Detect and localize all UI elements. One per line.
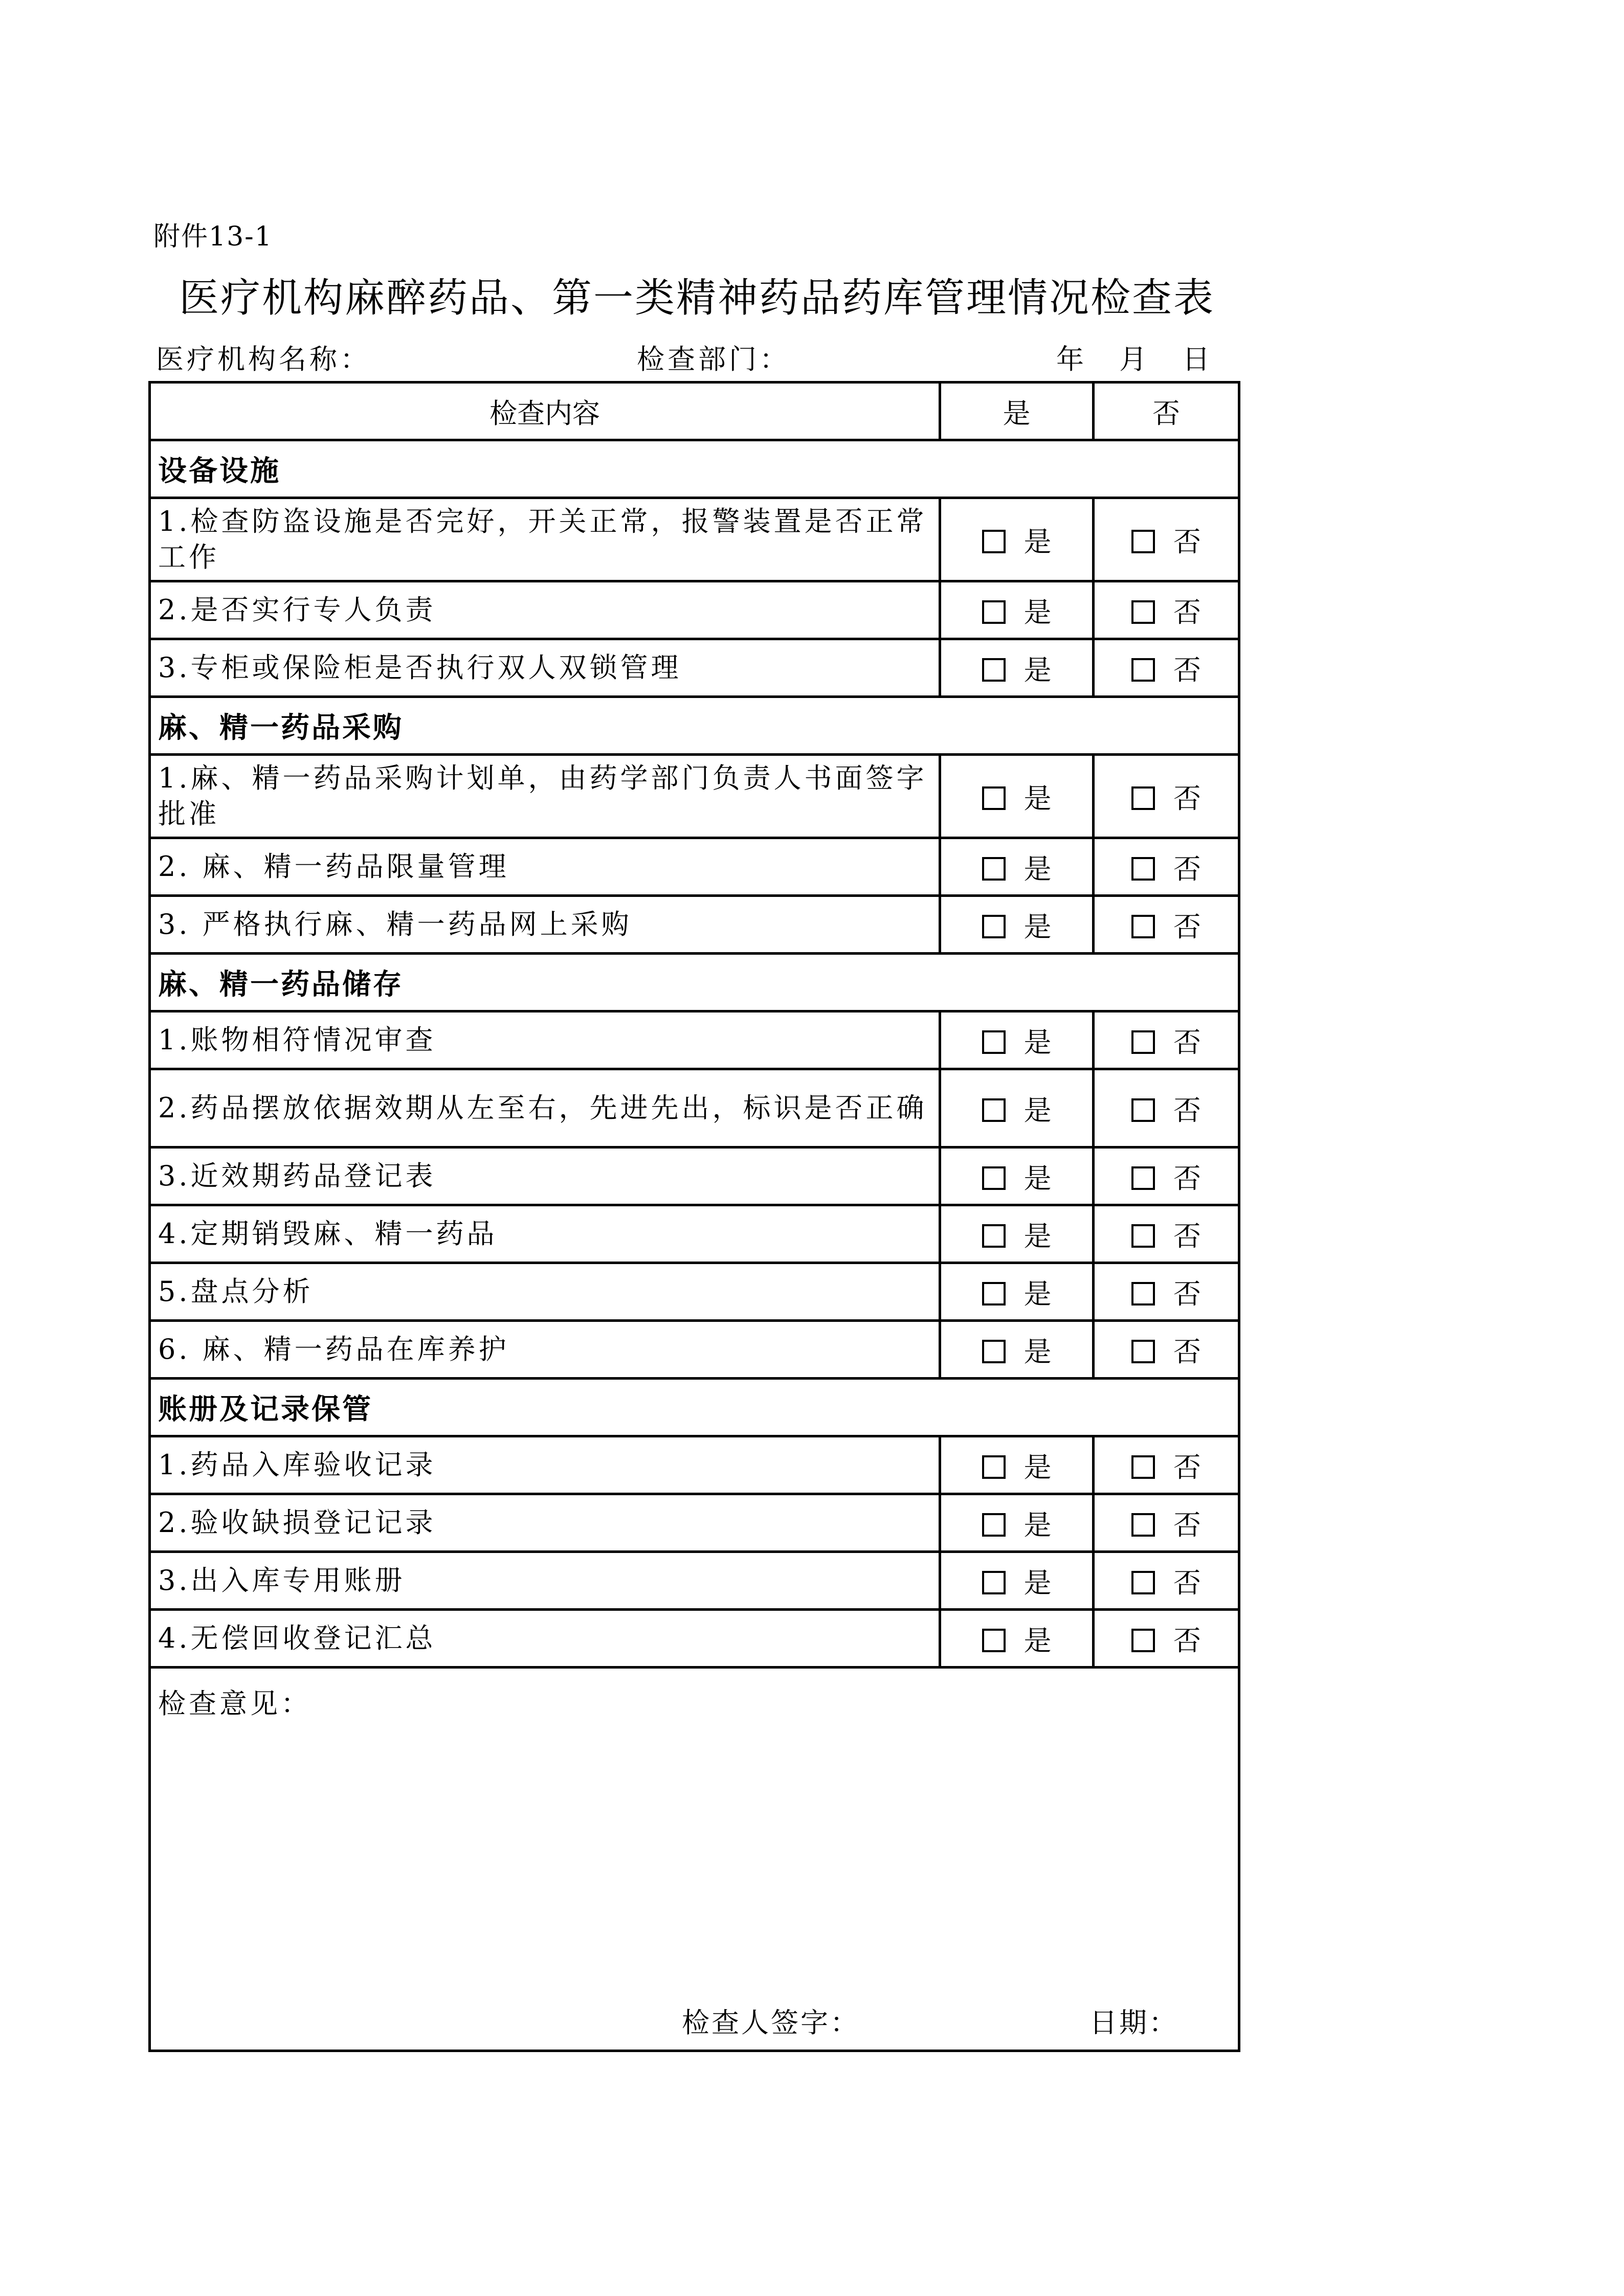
section-row — [150, 954, 1239, 1011]
no-option[interactable] — [1094, 581, 1239, 639]
checkbox-yes[interactable] — [982, 915, 1006, 938]
no-option[interactable] — [1094, 896, 1239, 954]
checkbox-yes[interactable] — [982, 600, 1006, 624]
section-row — [150, 440, 1239, 498]
checkbox-no[interactable] — [1131, 1166, 1155, 1190]
no-text: 否 — [1173, 596, 1201, 628]
checkbox-no[interactable] — [1131, 600, 1155, 624]
checkbox-no[interactable] — [1131, 530, 1155, 553]
section-title: 麻、精一药品储存 — [150, 954, 1239, 1011]
signature-label: 检查人签字： — [682, 2007, 860, 2039]
table-row — [150, 1552, 1239, 1610]
no-text: 否 — [1173, 525, 1201, 558]
checkbox-no[interactable] — [1131, 1571, 1155, 1594]
item-label: 2.验收缺损登记记录 — [150, 1494, 940, 1552]
item-label: 2. 麻、精一药品限量管理 — [150, 838, 940, 896]
yes-option[interactable] — [940, 639, 1094, 697]
header-yes: 是 — [940, 382, 1094, 440]
table-row — [150, 755, 1239, 838]
yes-text: 是 — [1024, 910, 1052, 943]
yes-text: 是 — [1024, 852, 1052, 885]
yes-option[interactable] — [940, 1069, 1094, 1147]
checkbox-no[interactable] — [1131, 1629, 1155, 1652]
yes-text: 是 — [1024, 782, 1052, 815]
item-label: 1.账物相符情况审查 — [150, 1011, 940, 1069]
checkbox-yes[interactable] — [982, 786, 1006, 810]
yes-option[interactable] — [940, 1147, 1094, 1205]
checkbox-yes[interactable] — [982, 1224, 1006, 1248]
table-row — [150, 639, 1239, 697]
no-text: 否 — [1173, 1566, 1201, 1599]
checkbox-no[interactable] — [1131, 857, 1155, 881]
item-label: 6. 麻、精一药品在库养护 — [150, 1321, 940, 1379]
no-text: 否 — [1173, 782, 1201, 815]
yes-option[interactable] — [940, 1552, 1094, 1610]
table-row — [150, 1205, 1239, 1263]
checkbox-no[interactable] — [1131, 1098, 1155, 1122]
section-row — [150, 697, 1239, 755]
table-row — [150, 1610, 1239, 1668]
checkbox-yes[interactable] — [982, 1571, 1006, 1594]
no-option[interactable] — [1094, 1494, 1239, 1552]
yes-text: 是 — [1024, 1277, 1052, 1310]
checkbox-no[interactable] — [1131, 1513, 1155, 1537]
yes-option[interactable] — [940, 755, 1094, 838]
section-row — [150, 1379, 1239, 1436]
checkbox-yes[interactable] — [982, 1629, 1006, 1652]
item-label: 1.检查防盗设施是否完好，开关正常，报警装置是否正常工作 — [150, 498, 940, 581]
no-option[interactable] — [1094, 1321, 1239, 1379]
item-label: 3.近效期药品登记表 — [150, 1147, 940, 1205]
yes-option[interactable] — [940, 896, 1094, 954]
header-no: 否 — [1094, 382, 1239, 440]
checkbox-yes[interactable] — [982, 1455, 1006, 1479]
yes-text: 是 — [1024, 654, 1052, 686]
yes-option[interactable] — [940, 1205, 1094, 1263]
table-row — [150, 1263, 1239, 1321]
checkbox-no[interactable] — [1131, 1455, 1155, 1479]
yes-text: 是 — [1024, 1624, 1052, 1657]
no-option[interactable] — [1094, 1552, 1239, 1610]
remarks-row — [150, 1668, 1239, 2051]
checkbox-no[interactable] — [1131, 786, 1155, 810]
sign-date-label: 日期： — [1089, 2007, 1178, 2039]
remarks-label: 检查意见： — [158, 1687, 312, 1720]
no-text: 否 — [1173, 1026, 1201, 1059]
item-label: 4.无偿回收登记汇总 — [150, 1610, 940, 1668]
yes-option[interactable] — [940, 1610, 1094, 1668]
date-label: 年 月 日 — [1056, 343, 1213, 375]
no-text: 否 — [1173, 910, 1201, 943]
document-title: 医疗机构麻醉药品、第一类精神药品药库管理情况检查表 — [179, 275, 1215, 321]
yes-option[interactable] — [940, 1263, 1094, 1321]
table-row — [150, 838, 1239, 896]
table-row — [150, 1147, 1239, 1205]
checkbox-yes[interactable] — [982, 1513, 1006, 1537]
annex-label: 附件13-1 — [153, 221, 273, 252]
yes-text: 是 — [1024, 1566, 1052, 1599]
checkbox-yes[interactable] — [982, 1030, 1006, 1054]
table-row — [150, 581, 1239, 639]
no-option[interactable] — [1094, 755, 1239, 838]
checkbox-yes[interactable] — [982, 1282, 1006, 1305]
no-option[interactable] — [1094, 1263, 1239, 1321]
table-header-row — [150, 382, 1239, 440]
yes-option[interactable] — [940, 1321, 1094, 1379]
checkbox-yes[interactable] — [982, 1166, 1006, 1190]
item-label: 3. 严格执行麻、精一药品网上采购 — [150, 896, 940, 954]
section-title: 设备设施 — [150, 440, 1239, 498]
no-option[interactable] — [1094, 1069, 1239, 1147]
yes-option[interactable] — [940, 581, 1094, 639]
yes-option[interactable] — [940, 498, 1094, 581]
no-text: 否 — [1173, 1624, 1201, 1657]
yes-option[interactable] — [940, 1011, 1094, 1069]
no-text: 否 — [1173, 654, 1201, 686]
no-option[interactable] — [1094, 838, 1239, 896]
yes-option[interactable] — [940, 1494, 1094, 1552]
no-option[interactable] — [1094, 1011, 1239, 1069]
yes-text: 是 — [1024, 596, 1052, 628]
table-row — [150, 1011, 1239, 1069]
header-content: 检查内容 — [150, 382, 940, 440]
checkbox-no[interactable] — [1131, 1282, 1155, 1305]
table-row — [150, 498, 1239, 581]
checkbox-no[interactable] — [1131, 1224, 1155, 1248]
org-name-label: 医疗机构名称： — [156, 343, 371, 375]
item-label: 3.出入库专用账册 — [150, 1552, 940, 1610]
no-option[interactable] — [1094, 1436, 1239, 1494]
yes-text: 是 — [1024, 1162, 1052, 1195]
no-text: 否 — [1173, 1220, 1201, 1252]
inspection-table — [148, 381, 1240, 2052]
checkbox-no[interactable] — [1131, 1340, 1155, 1363]
item-label: 4.定期销毁麻、精一药品 — [150, 1205, 940, 1263]
no-text: 否 — [1173, 852, 1201, 885]
no-option[interactable] — [1094, 639, 1239, 697]
item-label: 2.药品摆放依据效期从左至右，先进先出，标识是否正确 — [150, 1069, 940, 1147]
no-option[interactable] — [1094, 498, 1239, 581]
yes-text: 是 — [1024, 1509, 1052, 1541]
yes-text: 是 — [1024, 1094, 1052, 1127]
item-label: 2.是否实行专人负责 — [150, 581, 940, 639]
yes-text: 是 — [1024, 1451, 1052, 1483]
no-option[interactable] — [1094, 1610, 1239, 1668]
no-option[interactable] — [1094, 1147, 1239, 1205]
table-row — [150, 1069, 1239, 1147]
no-text: 否 — [1173, 1509, 1201, 1541]
checkbox-yes[interactable] — [982, 857, 1006, 881]
item-label: 1.麻、精一药品采购计划单，由药学部门负责人书面签字批准 — [150, 755, 940, 838]
checkbox-no[interactable] — [1131, 658, 1155, 682]
item-label: 1.药品入库验收记录 — [150, 1436, 940, 1494]
checkbox-no[interactable] — [1131, 915, 1155, 938]
checkbox-yes[interactable] — [982, 1340, 1006, 1363]
checkbox-no[interactable] — [1131, 1030, 1155, 1054]
checkbox-yes[interactable] — [982, 530, 1006, 553]
no-text: 否 — [1173, 1277, 1201, 1310]
dept-label: 检查部门： — [637, 343, 790, 375]
no-option[interactable] — [1094, 1205, 1239, 1263]
yes-text: 是 — [1024, 1220, 1052, 1252]
remarks-area[interactable] — [150, 1668, 1239, 2051]
section-title: 账册及记录保管 — [150, 1379, 1239, 1436]
no-text: 否 — [1173, 1451, 1201, 1483]
table-row — [150, 1494, 1239, 1552]
no-text: 否 — [1173, 1094, 1201, 1127]
table-row — [150, 1321, 1239, 1379]
checkbox-yes[interactable] — [982, 658, 1006, 682]
yes-text: 是 — [1024, 1026, 1052, 1059]
item-label: 3.专柜或保险柜是否执行双人双锁管理 — [150, 639, 940, 697]
table-row — [150, 896, 1239, 954]
item-label: 5.盘点分析 — [150, 1263, 940, 1321]
yes-text: 是 — [1024, 1335, 1052, 1368]
checkbox-yes[interactable] — [982, 1098, 1006, 1122]
table-row — [150, 1436, 1239, 1494]
yes-text: 是 — [1024, 525, 1052, 558]
no-text: 否 — [1173, 1162, 1201, 1195]
yes-option[interactable] — [940, 838, 1094, 896]
section-title: 麻、精一药品采购 — [150, 697, 1239, 755]
yes-option[interactable] — [940, 1436, 1094, 1494]
no-text: 否 — [1173, 1335, 1201, 1368]
